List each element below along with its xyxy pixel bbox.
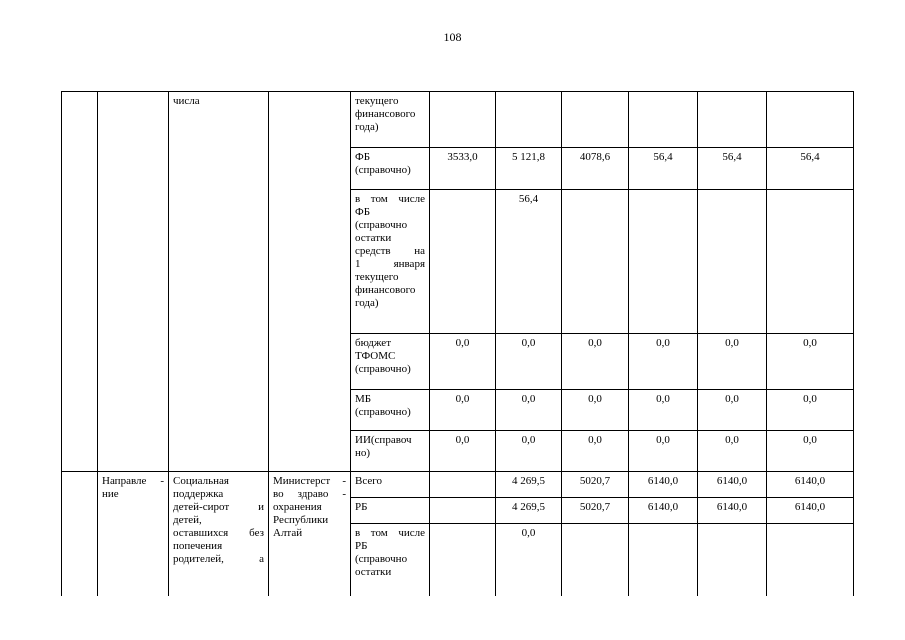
value-cell: 3533,0 bbox=[430, 148, 496, 190]
value-cell: 6140,0 bbox=[698, 472, 767, 498]
value-cell: 56,4 bbox=[629, 148, 698, 190]
value-cell: 0,0 bbox=[562, 390, 629, 431]
value-cell: 0,0 bbox=[496, 431, 562, 472]
executor-line: Министерст - bbox=[273, 475, 346, 487]
source-line: текущего bbox=[355, 95, 399, 107]
executor-line: Алтай bbox=[273, 527, 303, 539]
cell-executor bbox=[269, 472, 351, 596]
source-line: бюджет bbox=[355, 337, 391, 349]
cell-number bbox=[62, 92, 98, 472]
source-line: в том числе bbox=[355, 527, 425, 539]
value-cell bbox=[430, 92, 496, 148]
source-line: года) bbox=[355, 297, 379, 309]
value-cell bbox=[629, 92, 698, 148]
value-cell: 5020,7 bbox=[562, 472, 629, 498]
value-cell: 0,0 bbox=[767, 334, 854, 390]
source-line: финансового bbox=[355, 108, 416, 120]
value-cell bbox=[629, 524, 698, 596]
table-row bbox=[62, 92, 854, 148]
value-cell: 0,0 bbox=[629, 431, 698, 472]
value-cell bbox=[430, 498, 496, 524]
value-cell: 0,0 bbox=[698, 334, 767, 390]
value-cell bbox=[430, 190, 496, 334]
value-cell bbox=[562, 524, 629, 596]
cell-number bbox=[62, 472, 98, 596]
name-line: поддержка bbox=[173, 488, 224, 500]
value-cell: 0,0 bbox=[629, 390, 698, 431]
cell-source bbox=[351, 431, 430, 472]
source-line: ТФОМС bbox=[355, 350, 396, 362]
source-line: (справочно) bbox=[355, 164, 411, 176]
source-line: 1 января bbox=[355, 258, 425, 270]
cell-name bbox=[169, 92, 269, 472]
type-line: Направле - bbox=[102, 475, 164, 487]
value-cell: 5 121,8 bbox=[496, 148, 562, 190]
source-line: Всего bbox=[355, 475, 382, 487]
value-cell: 6140,0 bbox=[629, 472, 698, 498]
value-cell bbox=[698, 524, 767, 596]
value-cell: 0,0 bbox=[496, 334, 562, 390]
value-cell: 0,0 bbox=[430, 334, 496, 390]
source-line: (справочно) bbox=[355, 363, 411, 375]
source-line: года) bbox=[355, 121, 379, 133]
value-cell: 0,0 bbox=[767, 390, 854, 431]
value-cell: 5020,7 bbox=[562, 498, 629, 524]
cell-source bbox=[351, 92, 430, 148]
budget-table bbox=[61, 91, 854, 596]
executor-line: во здраво - bbox=[273, 488, 346, 500]
value-cell: 56,4 bbox=[698, 148, 767, 190]
source-line: (справочно) bbox=[355, 406, 411, 418]
source-line: но) bbox=[355, 447, 371, 459]
value-cell: 56,4 bbox=[496, 190, 562, 334]
value-cell bbox=[629, 190, 698, 334]
value-cell: 0,0 bbox=[562, 431, 629, 472]
source-line: (справочно bbox=[355, 553, 408, 565]
value-cell: 6140,0 bbox=[629, 498, 698, 524]
value-cell: 6140,0 bbox=[767, 498, 854, 524]
cell-source bbox=[351, 472, 430, 498]
value-cell: 0,0 bbox=[767, 431, 854, 472]
continuation-text: числа bbox=[173, 95, 200, 107]
value-cell bbox=[767, 92, 854, 148]
value-cell: 4 269,5 bbox=[496, 498, 562, 524]
value-cell bbox=[496, 92, 562, 148]
cell-source bbox=[351, 524, 430, 596]
source-line: ФБ bbox=[355, 206, 371, 218]
value-cell bbox=[698, 92, 767, 148]
cell-source bbox=[351, 498, 430, 524]
source-line: ФБ bbox=[355, 151, 371, 163]
value-cell: 0,0 bbox=[562, 334, 629, 390]
source-line: финансового bbox=[355, 284, 416, 296]
value-cell bbox=[767, 190, 854, 334]
value-cell: 6140,0 bbox=[767, 472, 854, 498]
value-cell bbox=[430, 472, 496, 498]
name-line: попечения bbox=[173, 540, 223, 552]
cell-source bbox=[351, 148, 430, 190]
cell-type bbox=[98, 92, 169, 472]
source-line: в том числе bbox=[355, 193, 425, 205]
source-line: ИИ(справоч bbox=[355, 434, 412, 446]
value-cell: 0,0 bbox=[698, 431, 767, 472]
source-line: остатки bbox=[355, 566, 392, 578]
source-line: РБ bbox=[355, 540, 368, 552]
value-cell bbox=[430, 524, 496, 596]
cell-source bbox=[351, 190, 430, 334]
value-cell: 4078,6 bbox=[562, 148, 629, 190]
source-line: остатки bbox=[355, 232, 392, 244]
value-cell bbox=[698, 190, 767, 334]
name-line: детей-сирот и bbox=[173, 501, 264, 513]
value-cell bbox=[767, 524, 854, 596]
value-cell: 0,0 bbox=[430, 390, 496, 431]
value-cell bbox=[562, 92, 629, 148]
source-line: (справочно bbox=[355, 219, 408, 231]
name-line: Социальная bbox=[173, 475, 229, 487]
value-cell: 0,0 bbox=[496, 390, 562, 431]
name-line: оставшихся без bbox=[173, 527, 264, 539]
value-cell: 6140,0 bbox=[698, 498, 767, 524]
source-line: текущего bbox=[355, 271, 399, 283]
cell-executor bbox=[269, 92, 351, 472]
executor-line: охранения bbox=[273, 501, 322, 513]
cell-type bbox=[98, 472, 169, 596]
cell-source bbox=[351, 390, 430, 431]
value-cell: 0,0 bbox=[430, 431, 496, 472]
cell-source bbox=[351, 334, 430, 390]
page-number: 108 bbox=[443, 30, 462, 44]
name-line: детей, bbox=[173, 514, 202, 526]
value-cell: 0,0 bbox=[496, 524, 562, 596]
cell-name bbox=[169, 472, 269, 596]
source-line: РБ bbox=[355, 501, 368, 513]
table-row bbox=[62, 472, 854, 498]
type-line: ние bbox=[102, 488, 119, 500]
name-line: родителей, а bbox=[173, 553, 264, 565]
value-cell: 0,0 bbox=[698, 390, 767, 431]
value-cell: 4 269,5 bbox=[496, 472, 562, 498]
source-line: МБ bbox=[355, 393, 372, 405]
value-cell: 0,0 bbox=[629, 334, 698, 390]
source-line: средств на bbox=[355, 245, 425, 257]
value-cell bbox=[562, 190, 629, 334]
executor-line: Республики bbox=[273, 514, 329, 526]
value-cell: 56,4 bbox=[767, 148, 854, 190]
